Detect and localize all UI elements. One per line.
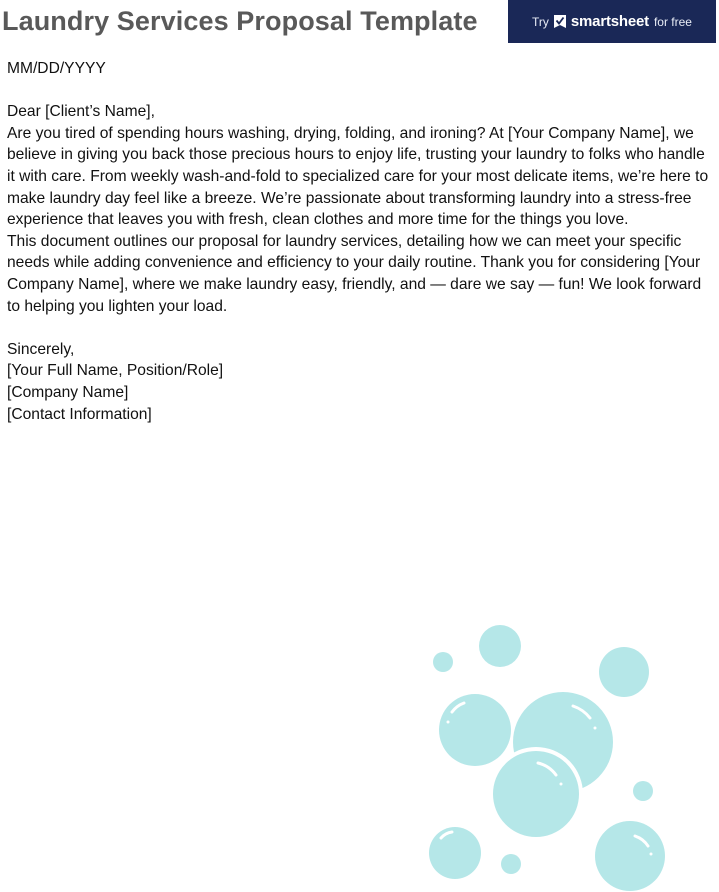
bubbles-illustration bbox=[420, 615, 719, 892]
bubble bbox=[429, 827, 481, 879]
bubble bbox=[501, 854, 521, 874]
letter-paragraph-2: This document outlines our proposal for laundry services, detailing how we can meet your specific needs while adding convenience and efficiency to your daily routine. Thank you for considering [Your Company Name], where we make laundry easy, friendly, and — dare we say — fun! We look forward to helping you lighten your load. bbox=[7, 232, 702, 315]
page-title: Laundry Services Proposal Template bbox=[2, 6, 478, 36]
try-smartsheet-banner[interactable] bbox=[508, 0, 716, 43]
banner-suffix-label: for free bbox=[653, 14, 692, 29]
signature-name: [Your Full Name, Position/Role] bbox=[7, 362, 224, 380]
letter-closing: Sincerely, bbox=[7, 340, 75, 358]
bubble bbox=[439, 694, 511, 766]
bubble bbox=[595, 821, 665, 891]
letter-body bbox=[7, 58, 713, 425]
bubble bbox=[633, 781, 653, 801]
bubble bbox=[433, 652, 453, 672]
signature-company: [Company Name] bbox=[7, 383, 129, 401]
letter-date: MM/DD/YYYY bbox=[7, 60, 106, 77]
signature-contact: [Contact Information] bbox=[7, 405, 152, 423]
spacer bbox=[7, 317, 713, 339]
bubble-group bbox=[429, 625, 665, 891]
banner-try-label: Try bbox=[532, 14, 549, 29]
bubble bbox=[599, 647, 649, 697]
letter-paragraph-1: Are you tired of spending hours washing, drying, folding, and ironing? At [Your Company Name], we believe in giving you back those precious hours to enjoy life, trusting your laundry to folks who handle it with care. From weekly wash-and-fold to specialized care for your most delicate items, we’re here to make laundry day feel like a breeze. We’re passionate about transforming laundry into a stress-free experience that leaves you with fresh, clean clothes and more time for the things you love. bbox=[7, 124, 709, 229]
bubble bbox=[491, 749, 581, 839]
banner-brand-label: smartsheet bbox=[570, 13, 649, 30]
bubble bbox=[479, 625, 521, 667]
letter-salutation: Dear [Client’s Name], bbox=[7, 103, 155, 121]
smartsheet-check-icon bbox=[554, 15, 566, 28]
